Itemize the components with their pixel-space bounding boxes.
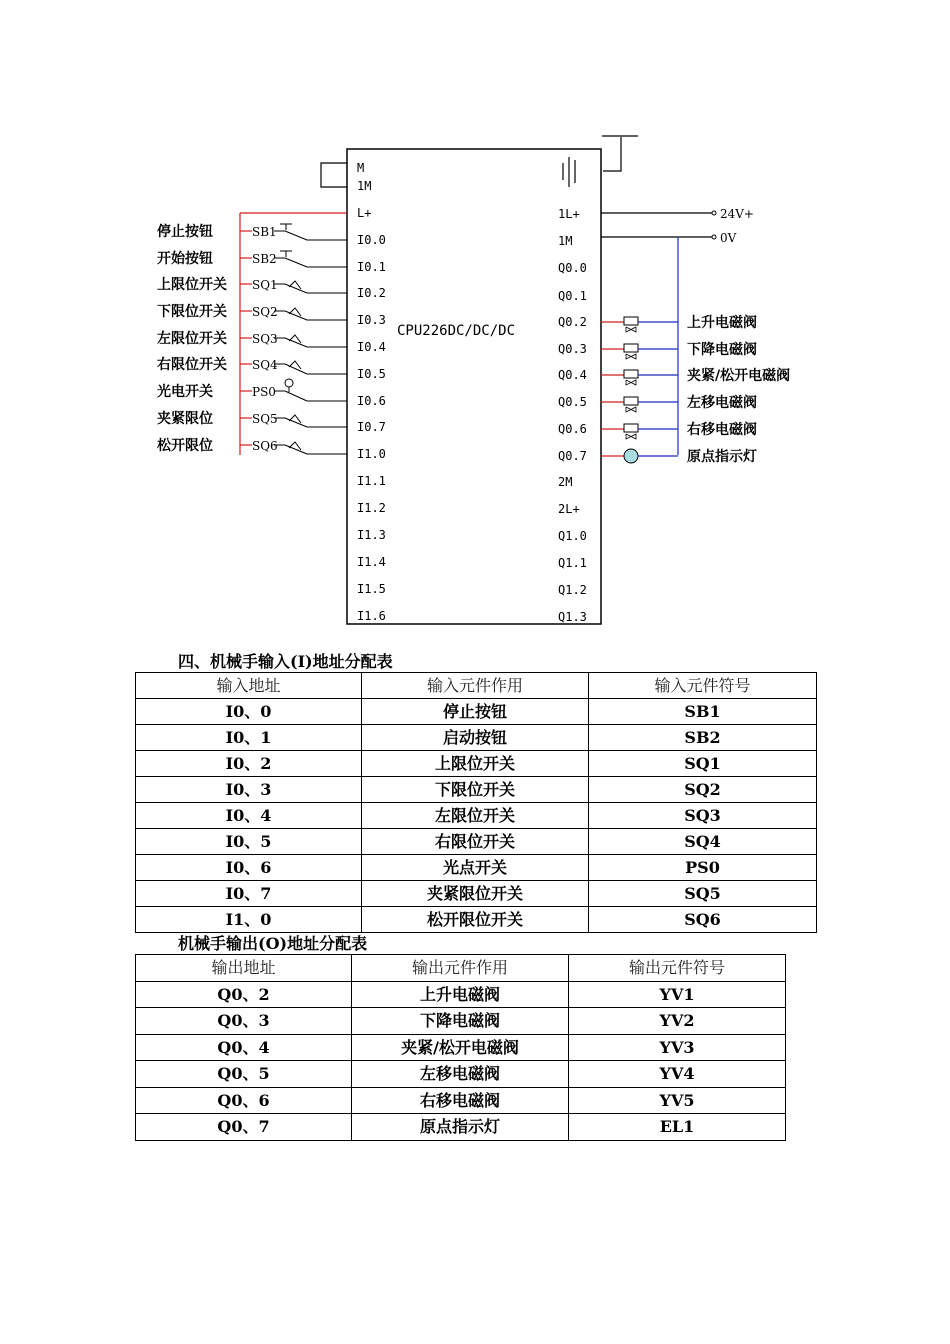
table-cell: 夹紧/松开电磁阀 (352, 1034, 569, 1061)
table-row (136, 803, 817, 829)
plc-pin-label: I0.0 (357, 233, 386, 247)
input-device (157, 356, 347, 374)
plc-pin-label: 2L+ (558, 502, 580, 516)
input-device-label: 光电开关 (157, 384, 213, 400)
input-device (157, 330, 347, 347)
table-cell: 右限位开关 (362, 829, 589, 855)
input-device (157, 410, 347, 427)
solenoid-valve-icon (624, 317, 638, 325)
table-cell: Q0、7 (136, 1114, 352, 1141)
output-device (601, 394, 757, 412)
table-cell: I0、7 (136, 881, 362, 907)
plc-pin-label: I0.5 (357, 367, 386, 381)
plc-pin-label: I1.4 (357, 555, 386, 569)
plc-pin-label: Q0.1 (558, 289, 587, 303)
table-cell: YV5 (569, 1087, 786, 1114)
table-row (136, 1008, 786, 1035)
table-cell: 光点开关 (362, 855, 589, 881)
plc-pin-label: Q1.2 (558, 583, 587, 597)
table-cell: 左移电磁阀 (352, 1061, 569, 1088)
table-cell: SQ2 (589, 777, 817, 803)
table-cell: Q0、3 (136, 1008, 352, 1035)
table-cell: SB2 (589, 725, 817, 751)
table-cell: I0、0 (136, 699, 362, 725)
input-device-symbol: SB1 (252, 225, 277, 239)
table-cell: 左限位开关 (362, 803, 589, 829)
plc-pin-label: I1.0 (357, 447, 386, 461)
input-device-label: 停止按钮 (157, 224, 213, 240)
table-cell: 松开限位开关 (362, 907, 589, 933)
plc-pin-label: I1.3 (357, 528, 386, 542)
table-cell: 上升电磁阀 (352, 981, 569, 1008)
table-row (136, 907, 817, 933)
table-cell: PS0 (589, 855, 817, 881)
input-device-symbol: SQ6 (252, 439, 278, 453)
solenoid-valve-icon (624, 370, 638, 378)
input-device-symbol: SQ3 (252, 332, 278, 346)
table-cell: I0、5 (136, 829, 362, 855)
input-device (157, 379, 347, 401)
plc-model-label: CPU226DC/DC/DC (397, 323, 516, 339)
table-row (136, 1114, 786, 1141)
input-device-symbol: SQ5 (252, 412, 278, 426)
input-table-title: 四、机械手输入(I)地址分配表 (178, 652, 393, 671)
plc-pin-label: 2M (558, 475, 573, 489)
table-row (136, 777, 817, 803)
input-device (157, 250, 347, 267)
output-device (601, 448, 757, 465)
table-cell: 下限位开关 (362, 777, 589, 803)
input-device-label: 上限位开关 (157, 277, 227, 293)
table-cell: YV4 (569, 1061, 786, 1088)
table-cell: I0、4 (136, 803, 362, 829)
table-cell: Q0、6 (136, 1087, 352, 1114)
m-1m-jumper (321, 163, 347, 187)
indicator-lamp-icon (624, 449, 638, 463)
input-device (157, 276, 347, 293)
plc-pin-label: I1.2 (357, 501, 386, 515)
output-device-label: 左移电磁阀 (687, 395, 757, 411)
output-device-label: 下降电磁阀 (687, 342, 757, 358)
table-cell: YV1 (569, 981, 786, 1008)
table-row (136, 881, 817, 907)
ground-wire (603, 137, 621, 171)
input-device-symbol: PS0 (252, 385, 276, 399)
input-address-table (135, 672, 817, 933)
table-cell: SB1 (589, 699, 817, 725)
solenoid-valve-icon (624, 344, 638, 352)
plc-pin-label: I1.5 (357, 582, 386, 596)
table-cell: EL1 (569, 1114, 786, 1141)
input-device (157, 223, 347, 240)
output-device-label: 上升电磁阀 (687, 315, 757, 331)
table-header-cell: 输入地址 (136, 673, 362, 699)
output-table-title: 机械手输出(O)地址分配表 (178, 934, 368, 953)
plc-pin-label: Q1.1 (558, 556, 587, 570)
table-cell: 原点指示灯 (352, 1114, 569, 1141)
solenoid-valve-icon (624, 397, 638, 405)
table-row (136, 1087, 786, 1114)
input-device-symbol: SB2 (252, 252, 277, 266)
table-cell: I0、3 (136, 777, 362, 803)
table-cell: 右移电磁阀 (352, 1087, 569, 1114)
output-device-label: 右移电磁阀 (687, 422, 757, 438)
output-device-label: 夹紧/松开电磁阀 (687, 368, 791, 384)
output-device (601, 314, 757, 332)
plc-pin-label: 1M (558, 234, 573, 248)
table-header-cell: 输入元件作用 (362, 673, 589, 699)
solenoid-valve-icon (624, 424, 638, 432)
input-device-label: 夹紧限位 (157, 411, 213, 427)
plc-pin-label: 1L+ (558, 207, 580, 221)
input-device-symbol: SQ4 (252, 358, 278, 372)
table-cell: I0、1 (136, 725, 362, 751)
table-row (136, 981, 786, 1008)
input-device-label: 松开限位 (157, 438, 213, 454)
plc-pin-label: Q0.5 (558, 395, 587, 409)
plc-pin-label: Q0.6 (558, 422, 587, 436)
table-row (136, 1061, 786, 1088)
plc-pin-label: Q0.7 (558, 449, 587, 463)
table-cell: 上限位开关 (362, 751, 589, 777)
output-device (601, 421, 757, 439)
input-device (157, 437, 347, 454)
input-device-symbol: SQ2 (252, 305, 278, 319)
table-row (136, 829, 817, 855)
plc-pin-label: I0.4 (357, 340, 386, 354)
input-device (157, 303, 347, 320)
output-device (601, 367, 790, 385)
output-address-table (135, 954, 786, 1141)
table-cell: SQ5 (589, 881, 817, 907)
plc-pin-label: Q0.0 (558, 261, 587, 275)
input-device-label: 开始按钮 (157, 251, 213, 267)
plc-pin-label: I1.1 (357, 474, 386, 488)
input-device-symbol: SQ1 (252, 278, 278, 292)
table-header-cell: 输入元件符号 (589, 673, 817, 699)
plc-pin-label: M (357, 161, 365, 175)
supply-24v-label: 24V+ (720, 207, 754, 221)
table-cell: 停止按钮 (362, 699, 589, 725)
plc-pin-label: I0.3 (357, 313, 386, 327)
plc-pin-label: Q0.3 (558, 342, 587, 356)
plc-pin-label: Q1.3 (558, 610, 587, 624)
supply-0v-label: 0V (720, 231, 737, 245)
plc-pin-label: Q1.0 (558, 529, 587, 543)
table-header-cell: 输出元件作用 (352, 955, 569, 982)
plc-pin-label: L+ (357, 206, 372, 220)
table-cell: YV3 (569, 1034, 786, 1061)
ground-icon (563, 157, 575, 187)
table-row (136, 725, 817, 751)
table-cell: SQ4 (589, 829, 817, 855)
plc-pin-label: 1M (357, 179, 372, 193)
table-row (136, 699, 817, 725)
plc-pin-label: I1.6 (357, 609, 386, 623)
table-row (136, 751, 817, 777)
plc-pin-label: I0.6 (357, 394, 386, 408)
output-device (601, 341, 757, 359)
table-cell: Q0、4 (136, 1034, 352, 1061)
plc-wiring-diagram (0, 0, 950, 640)
input-device-label: 左限位开关 (157, 331, 227, 347)
table-cell: Q0、2 (136, 981, 352, 1008)
table-header-cell: 输出地址 (136, 955, 352, 982)
table-cell: I0、6 (136, 855, 362, 881)
plc-pin-label: I0.1 (357, 260, 386, 274)
plc-pin-label: Q0.4 (558, 368, 587, 382)
table-cell: 夹紧限位开关 (362, 881, 589, 907)
table-cell: 下降电磁阀 (352, 1008, 569, 1035)
table-cell: 启动按钮 (362, 725, 589, 751)
table-row (136, 855, 817, 881)
table-cell: SQ6 (589, 907, 817, 933)
input-device-label: 下限位开关 (157, 304, 227, 320)
table-cell: I0、2 (136, 751, 362, 777)
table-header-cell: 输出元件符号 (569, 955, 786, 982)
plc-pin-label: I0.2 (357, 286, 386, 300)
table-cell: Q0、5 (136, 1061, 352, 1088)
table-cell: I1、0 (136, 907, 362, 933)
output-device-label: 原点指示灯 (687, 449, 757, 465)
plc-pin-label: I0.7 (357, 420, 386, 434)
table-cell: SQ1 (589, 751, 817, 777)
table-cell: YV2 (569, 1008, 786, 1035)
table-cell: SQ3 (589, 803, 817, 829)
input-device-label: 右限位开关 (157, 357, 227, 373)
table-row (136, 1034, 786, 1061)
plc-pin-label: Q0.2 (558, 315, 587, 329)
